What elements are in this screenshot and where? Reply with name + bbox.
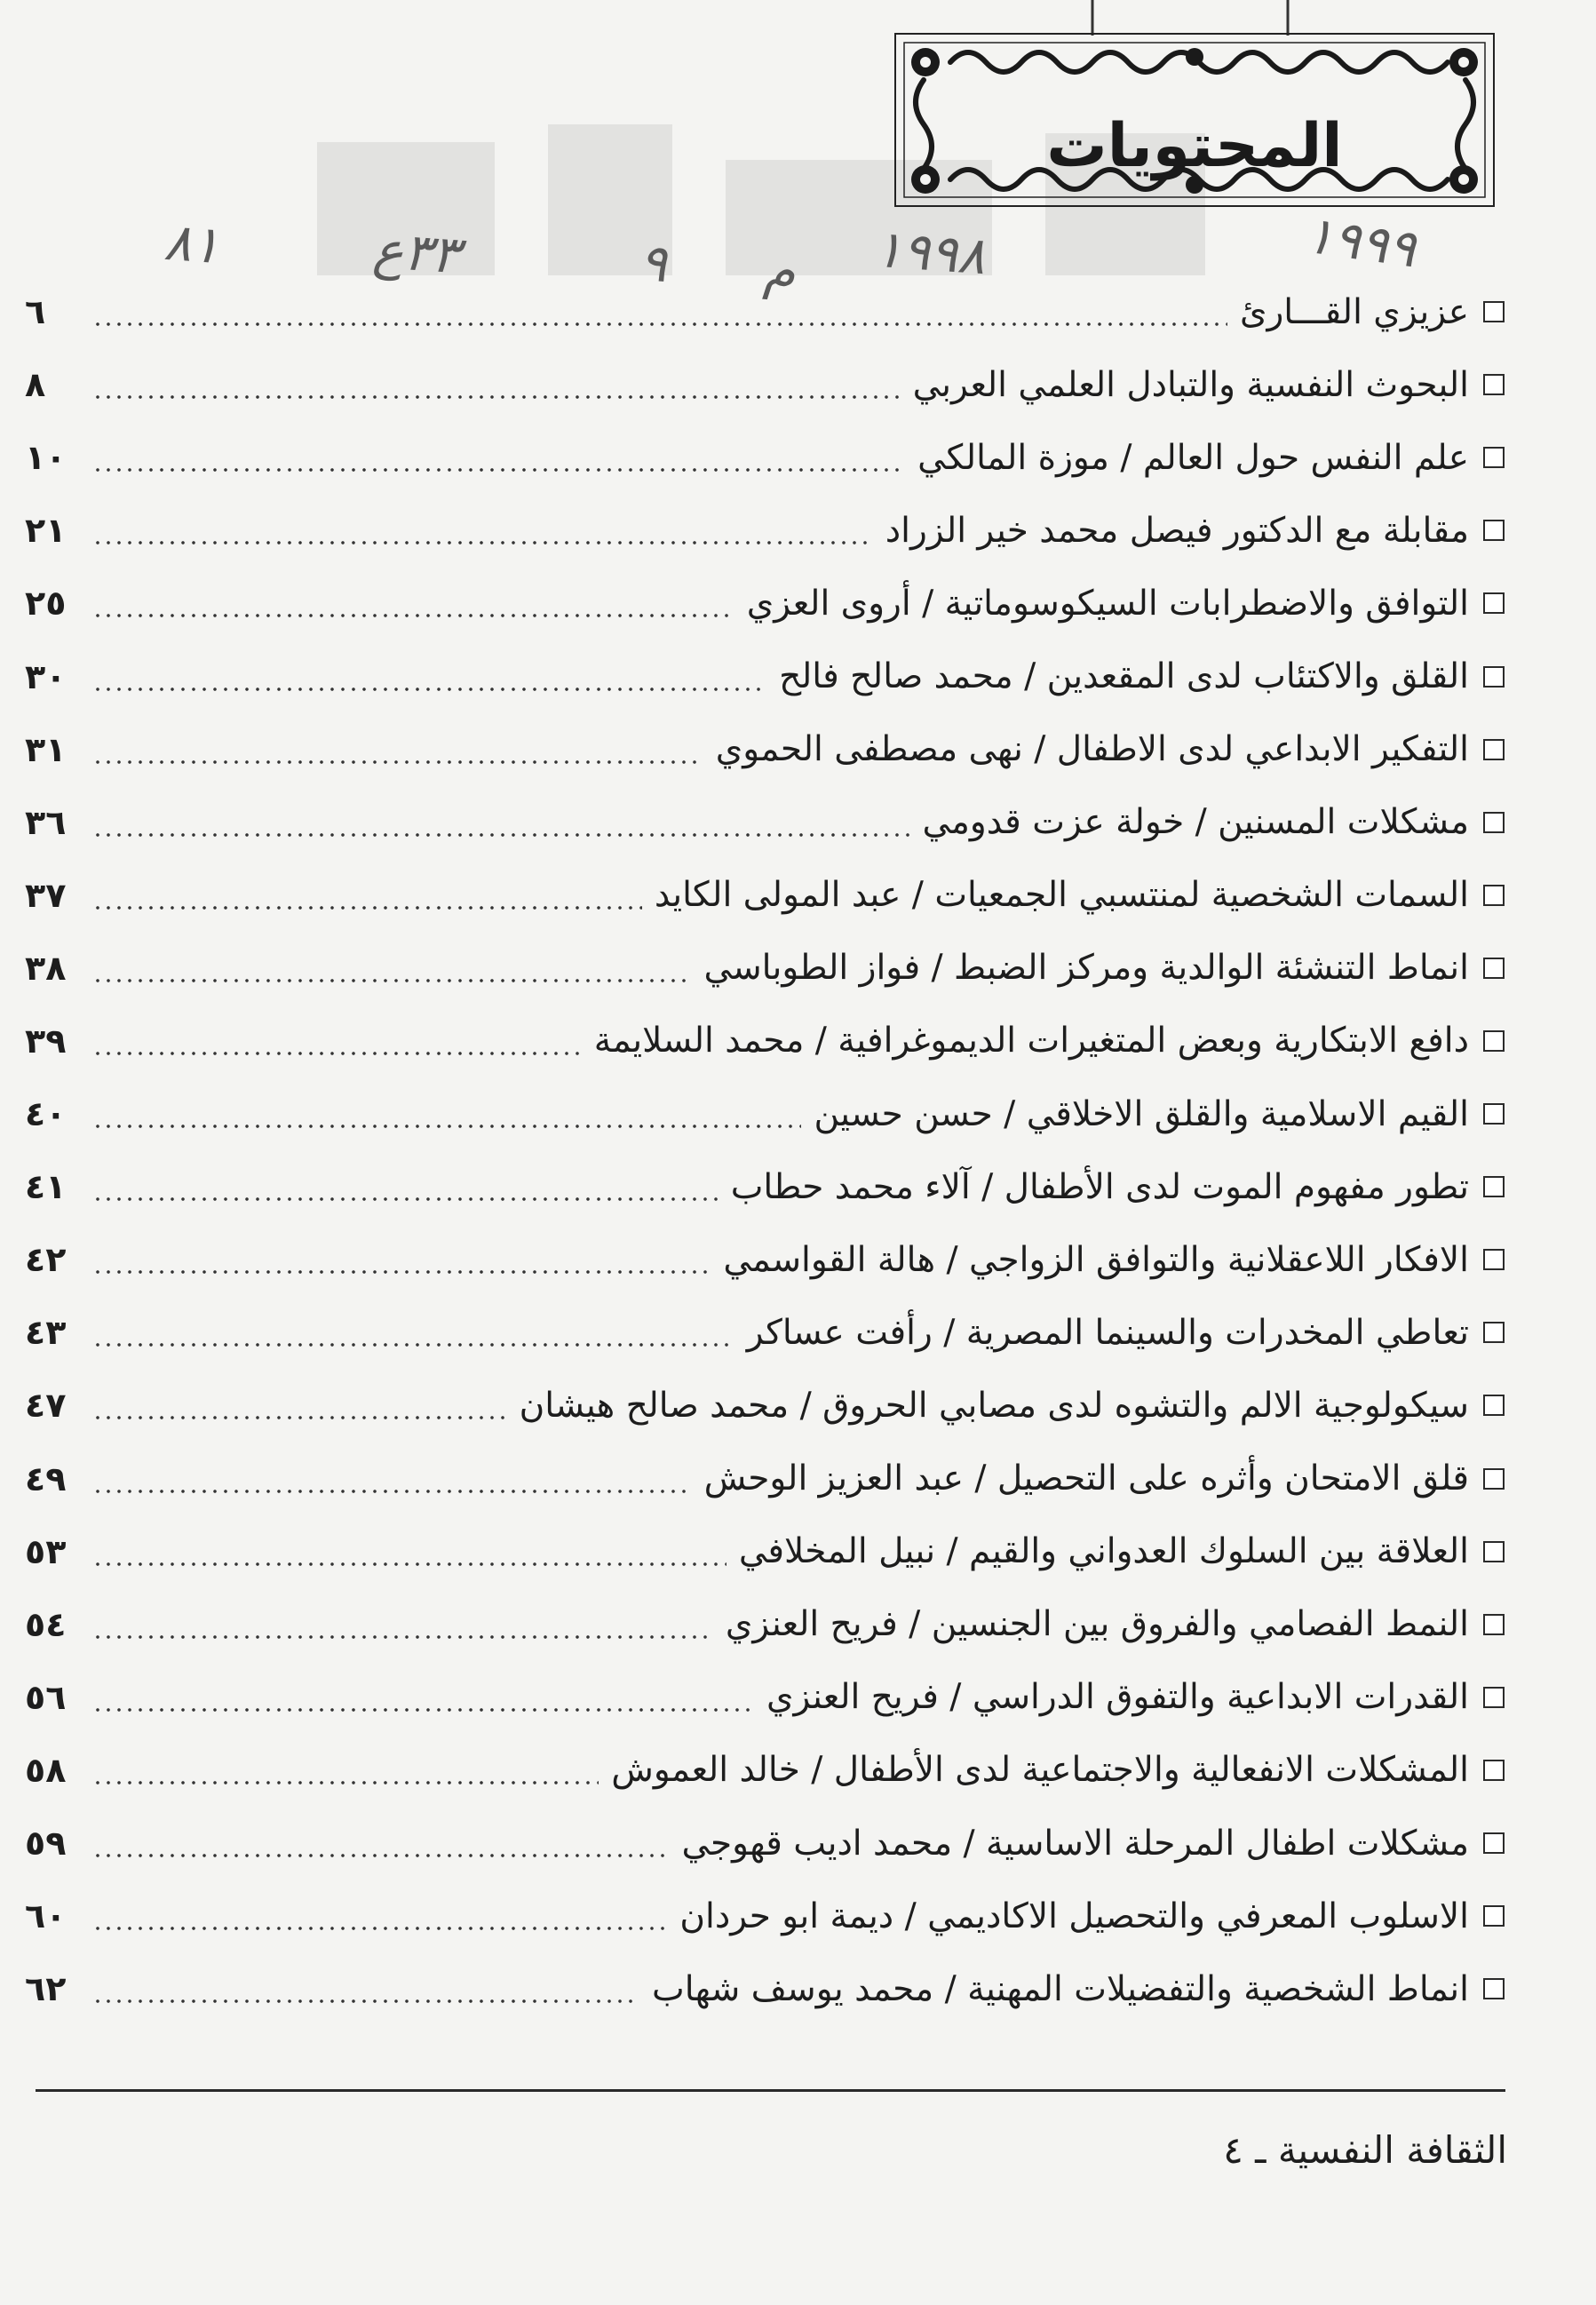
toc-entry-title: تعاطي المخدرات والسينما المصرية / رأفت عساكر: [746, 1312, 1469, 1353]
toc-entry: [25, 1515, 1505, 1588]
checkbox-square-icon: [1483, 1687, 1505, 1708]
checkbox-square-icon: [1483, 666, 1505, 688]
dot-leader: [92, 978, 691, 983]
toc-entry: [25, 1661, 1505, 1734]
handwritten-note-number: ٩: [637, 231, 670, 295]
checkbox-square-icon: [1483, 1103, 1505, 1125]
dot-leader: [92, 1853, 670, 1858]
toc-entry: [25, 1952, 1505, 2025]
checkbox-square-icon: [1483, 1905, 1505, 1927]
toc-entry-title: مشكلات اطفال المرحلة الاساسية / محمد اديب قهوجي: [681, 1823, 1469, 1864]
handwritten-note-year: ١٩٩٨: [872, 218, 988, 287]
checkbox-square-icon: [1483, 885, 1505, 906]
checkbox-square-icon: [1483, 1614, 1505, 1635]
toc-entry: [25, 640, 1505, 712]
handwritten-note-shelf: ٣٣ع: [370, 219, 462, 286]
toc-entry-page-number: ٦٢: [25, 1969, 67, 2009]
toc-entry: [25, 1150, 1505, 1223]
toc-entry-page-number: ٥٤: [25, 1604, 67, 1644]
table-of-contents: [25, 275, 1505, 2025]
dot-leader: [92, 1196, 719, 1202]
dot-leader: [92, 832, 909, 838]
toc-entry-title: التوافق والاضطرابات السيكوسوماتية / أروى العزي: [746, 583, 1469, 624]
handwritten-note-year-2: ١٩٩٩: [1301, 203, 1420, 280]
dot-leader: [92, 1926, 667, 1931]
toc-entry-title: دافع الابتكارية وبعض المتغيرات الديموغرافية / محمد السلايمة: [593, 1021, 1469, 1061]
checkbox-square-icon: [1483, 1249, 1505, 1270]
toc-entry-page-number: ٣٩: [25, 1021, 67, 1061]
checkbox-square-icon: [1483, 1760, 1505, 1781]
toc-entry-title: المشكلات الانفعالية والاجتماعية لدى الأطفال / خالد العموش: [611, 1750, 1469, 1791]
toc-entry: [25, 1077, 1505, 1150]
toc-entry-title: القدرات الابداعية والتفوق الدراسي / فريح العنزي: [766, 1677, 1469, 1718]
toc-entry: [25, 1005, 1505, 1077]
toc-entry-page-number: ٥٣: [25, 1531, 67, 1571]
toc-entry-page-number: ٣٦: [25, 802, 67, 842]
checkbox-square-icon: [1483, 592, 1505, 614]
toc-entry-page-number: ٤٧: [25, 1386, 67, 1426]
toc-entry-title: سيكولوجية الالم والتشوه لدى مصابي الحروق / محمد صالح هيشان: [519, 1385, 1469, 1426]
toc-entry-page-number: ٥٨: [25, 1750, 67, 1790]
toc-entry-page-number: ٣٧: [25, 875, 67, 915]
toc-entry: [25, 859, 1505, 932]
toc-entry: [25, 713, 1505, 786]
checkbox-square-icon: [1483, 374, 1505, 395]
checkbox-square-icon: [1483, 1978, 1505, 1999]
toc-entry: [25, 932, 1505, 1005]
toc-entry-page-number: ٤٢: [25, 1240, 67, 1280]
dot-leader: [92, 1780, 599, 1785]
page-title: المحتويات: [1046, 111, 1343, 181]
toc-entry: [25, 1880, 1505, 1952]
dot-leader: [92, 1124, 801, 1129]
toc-entry-title: الاسلوب المعرفي والتحصيل الاكاديمي / ديمة ابو حردان: [679, 1896, 1469, 1936]
checkbox-square-icon: [1483, 958, 1505, 979]
toc-entry: [25, 786, 1505, 859]
toc-entry: [25, 1734, 1505, 1807]
toc-entry-page-number: ٤٩: [25, 1459, 67, 1498]
checkbox-square-icon: [1483, 812, 1505, 833]
dot-leader: [92, 1051, 582, 1056]
toc-entry: [25, 1223, 1505, 1296]
checkbox-square-icon: [1483, 1030, 1505, 1052]
toc-entry-page-number: ٢١: [25, 511, 67, 551]
checkbox-square-icon: [1483, 520, 1505, 541]
toc-entry-title: القلق والاكتئاب لدى المقعدين / محمد صالح فالح: [779, 656, 1469, 697]
toc-entry: [25, 494, 1505, 567]
toc-entry-page-number: ٥٦: [25, 1677, 67, 1717]
toc-entry: [25, 1369, 1505, 1442]
checkbox-square-icon: [1483, 739, 1505, 760]
toc-entry-page-number: ٥٩: [25, 1824, 67, 1864]
dot-leader: [92, 1707, 754, 1713]
toc-entry: [25, 1443, 1505, 1515]
toc-entry-page-number: ٤٣: [25, 1313, 67, 1353]
toc-entry-title: عزيزي القـــارئ: [1239, 291, 1469, 332]
toc-entry-title: انماط التنشئة الوالدية ومركز الضبط / فواز الطوباسي: [703, 948, 1469, 989]
toc-entry: [25, 421, 1505, 494]
toc-entry-page-number: ٨: [25, 365, 46, 405]
toc-entry-page-number: ٢٥: [25, 584, 67, 624]
toc-entry-title: السمات الشخصية لمنتسبي الجمعيات / عبد المولى الكايد: [654, 875, 1469, 916]
dot-leader: [92, 322, 1227, 327]
toc-entry-title: مقابلة مع الدكتور فيصل محمد خير الزراد: [885, 510, 1469, 551]
toc-entry: [25, 1588, 1505, 1661]
dot-leader: [92, 1269, 711, 1275]
dot-leader: [92, 1489, 692, 1494]
checkbox-square-icon: [1483, 1541, 1505, 1562]
dot-leader: [92, 1415, 507, 1420]
checkbox-square-icon: [1483, 1322, 1505, 1343]
toc-entry-title: العلاقة بين السلوك العدواني والقيم / نبيل المخلافي: [738, 1531, 1469, 1572]
toc-entry-title: علم النفس حول العالم / موزة المالكي: [917, 437, 1469, 478]
toc-entry-title: تطور مفهوم الموت لدى الأطفال / آلاء محمد حطاب: [730, 1166, 1469, 1207]
checkbox-square-icon: [1483, 301, 1505, 322]
toc-entry-page-number: ٦٠: [25, 1896, 67, 1936]
dot-leader: [92, 1999, 639, 2004]
checkbox-square-icon: [1483, 1468, 1505, 1490]
toc-entry-title: النمط الفصامي والفروق بين الجنسين / فريح العنزي: [725, 1604, 1469, 1645]
handwritten-note-letter: م: [761, 238, 798, 302]
toc-entry-title: الافكار اللاعقلانية والتوافق الزواجي / هالة القواسمي: [723, 1239, 1469, 1280]
toc-entry: [25, 275, 1505, 348]
dot-leader: [92, 613, 734, 618]
checkbox-square-icon: [1483, 447, 1505, 468]
handwritten-note-code: ٨١: [162, 211, 222, 276]
toc-entry-title: التفكير الابداعي لدى الاطفال / نهى مصطفى الحموي: [715, 729, 1469, 770]
dot-leader: [92, 394, 901, 400]
toc-entry-page-number: ٣٠: [25, 656, 67, 696]
dot-leader: [92, 1634, 713, 1640]
toc-entry-title: القيم الاسلامية والقلق الاخلاقي / حسن حسين: [814, 1093, 1469, 1134]
dot-leader: [92, 467, 905, 473]
checkbox-square-icon: [1483, 1395, 1505, 1416]
toc-entry-title: قلق الامتحان وأثره على التحصيل / عبد العزيز الوحش: [703, 1459, 1469, 1499]
checkbox-square-icon: [1483, 1832, 1505, 1854]
dot-leader: [92, 687, 766, 692]
toc-entry: [25, 348, 1505, 421]
checkbox-square-icon: [1483, 1176, 1505, 1197]
toc-entry-page-number: ٣١: [25, 729, 67, 769]
footer-divider: [36, 2089, 1505, 2092]
toc-entry-page-number: ٤١: [25, 1167, 67, 1207]
footer-page-label: الثقافة النفسية ـ ٤: [1223, 2128, 1507, 2172]
toc-entry-page-number: ٤٠: [25, 1094, 67, 1134]
dot-leader: [92, 1342, 734, 1347]
dot-leader: [92, 540, 873, 545]
dot-leader: [92, 759, 703, 765]
dot-leader: [92, 905, 642, 910]
toc-entry: [25, 1296, 1505, 1369]
toc-entry-title: البحوث النفسية والتبادل العلمي العربي: [912, 364, 1469, 405]
toc-entry-title: انماط الشخصية والتفضيلات المهنية / محمد يوسف شهاب: [652, 1968, 1469, 2009]
toc-entry: [25, 1807, 1505, 1880]
toc-entry-title: مشكلات المسنين / خولة عزت قدومي: [922, 802, 1469, 843]
toc-entry-page-number: ١٠: [25, 438, 67, 478]
title-frame: [888, 27, 1501, 213]
toc-entry-page-number: ٦: [25, 292, 46, 332]
dot-leader: [92, 1562, 727, 1567]
toc-entry: [25, 567, 1505, 640]
toc-entry-page-number: ٣٨: [25, 948, 67, 988]
